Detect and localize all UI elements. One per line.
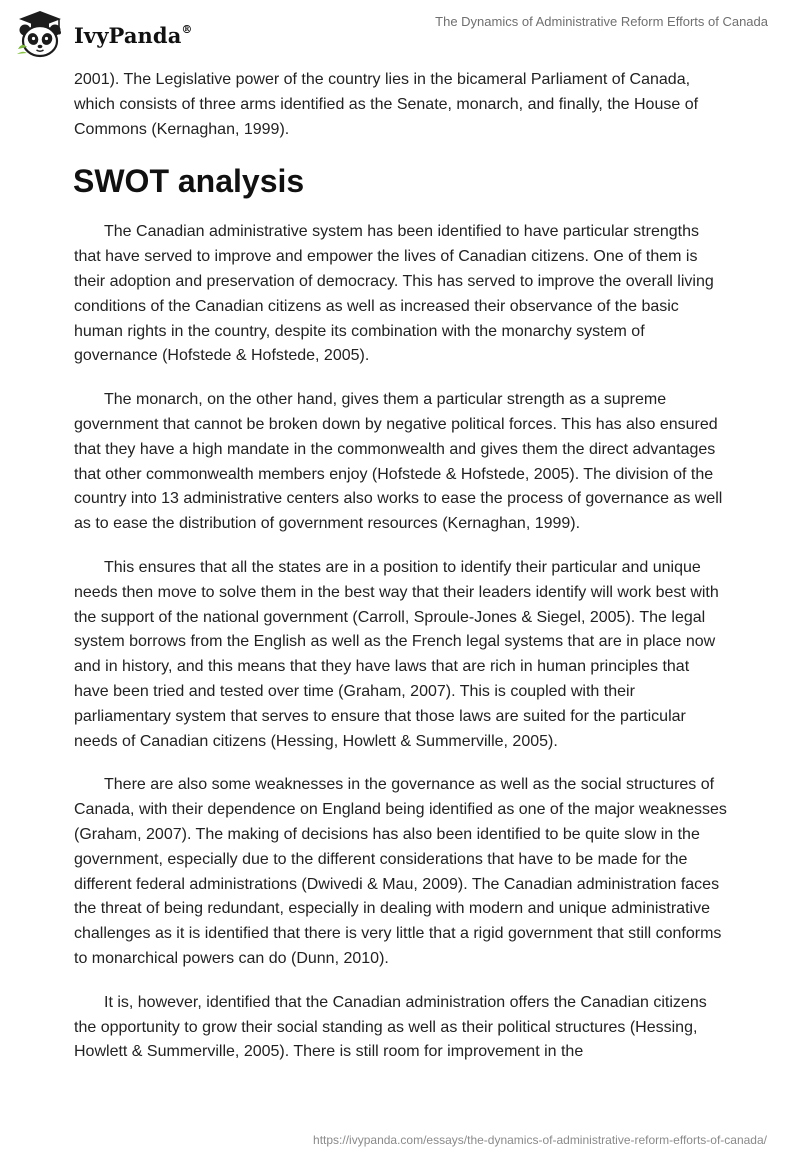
body-paragraph: This ensures that all the states are in a position to identify their particular and unique needs then move to solve them in the best way that their leaders identify will work best with the support of the national government (Carroll, Sproule-Jones & Siegel, 2005). The legal system borrows from the English as well as the French legal systems that are in place now and in history, and this means that they have laws that are rich in human principles that have been tried and tested over time (Graham, 2007). This is coupled with their parliamentary system that serves to ensure that those laws are suited for the particular needs of Canadian citizens (Hessing, Howlett & Summerville, 2005). [74,558,719,750]
intro-continuation-paragraph: 2001). The Legislative power of the country lies in the bicameral Parliament of Canada, which consists of three arms identified as the Senate, monarch, and finally, the House of Commons (Kernaghan, 1999). [74,71,699,138]
source-url[interactable]: https://ivypanda.com/essays/the-dynamics-of-administrative-reform-efforts-of-canada/ [313,1133,767,1147]
body-paragraph: There are also some weaknesses in the governance as well as the social structures of Canada, with their dependence on England being identified as one of the major weaknesses (Graham, 2007). The making of decisions has also been identified to be quite slow in the government, especially due to the different considerations that have to be made for the different federal administrations (Dwivedi & Mau, 2009). The Canadian administration faces the threat of being redundant, especially in dealing with modern and unique administrative challenges as it is identified that there is very little that a rigid government that still conforms to monarchical powers can do (Dunn, 2010). [74,776,727,967]
section-heading: SWOT analysis [73,163,305,200]
brand-logo[interactable] [14,9,193,59]
essay-body [74,68,728,1084]
brand-name: IvyPanda® [74,22,193,48]
panda-graduate-icon [14,9,70,59]
body-paragraph: The Canadian administrative system has been identified to have particular strengths that have served to improve and empower the lives of Canadian citizens. One of them is their adoption and preservation of democracy. This has served to improve the overall living conditions of the Canadian citizens as well as increased their observance of the basic human rights in the country, despite its combination with the monarchy system of governance (Hofstede & Hofstede, 2005). [74,223,714,365]
document-title: The Dynamics of Administrative Reform Efforts of Canada [435,14,768,29]
page-header [0,0,800,64]
body-paragraph: It is, however, identified that the Canadian administration offers the Canadian citizens the opportunity to grow their social standing as well as their political structures (Hessing, Howlett & Summerville, 2005). There is still room for improvement in the [74,993,707,1061]
body-paragraph: The monarch, on the other hand, gives them a particular strength as a supreme government that cannot be broken down by negative political forces. This has also ensured that they have a high mandate in the commonwealth and gives them the direct advantages that other commonwealth members enjoy (Hofstede & Hofstede, 2005). The division of the country into 13 administrative centers also works to ease the process of governance as well as to ease the distribution of government resources (Kernaghan, 1999). [74,391,723,533]
